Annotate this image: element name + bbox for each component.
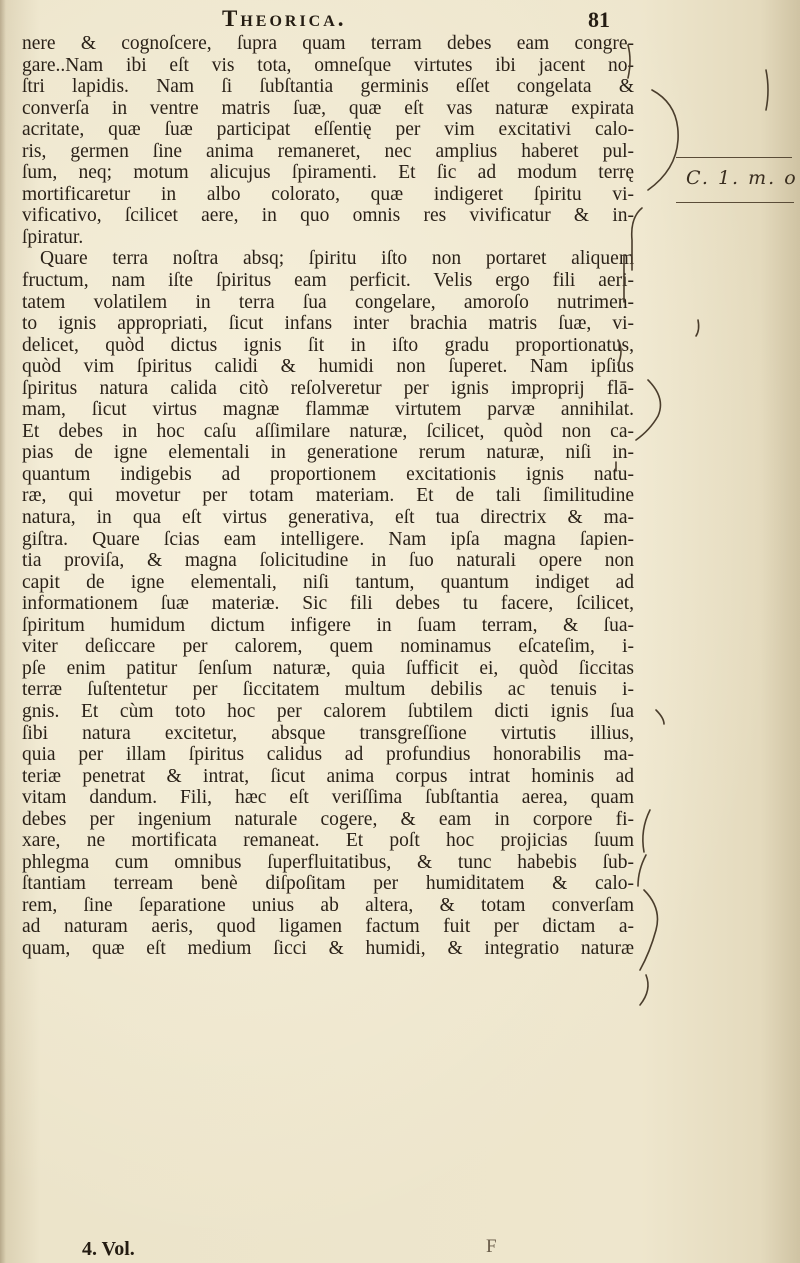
body-text <box>22 33 634 960</box>
text-line: vitam dandum. Fili, hæc eſt veriſſima ſubſtantia aerea, quam <box>22 787 634 809</box>
text-line: quia per illam ſpiritus calidus ad profundius honorabilis ma- <box>22 744 634 766</box>
text-line: ſpiratur. <box>22 226 84 248</box>
text-line: ſpiritum humidum dictum infigere in ſuam terram, & ſua- <box>22 614 634 636</box>
text-line: Quare terra noſtra absq; ſpiritu iſto non portaret aliquem <box>40 248 634 270</box>
text-line: teriæ penetrat & intrat, ſicut anima corpus intrat hominis ad <box>22 765 634 787</box>
text-line: gare..Nam ibi eſt vis tota, omneſque virtutes ibi jacent no- <box>22 54 634 76</box>
gutter-shadow <box>0 0 6 1263</box>
text-line: pias de igne elementali in generatione rerum naturæ, niſi in- <box>22 442 634 464</box>
text-line: rem, ſine ſeparatione unius ab altera, & totam converſam <box>22 894 634 916</box>
signature-mark: 4. Vol. <box>82 1238 135 1260</box>
margin-brackets <box>606 30 796 1230</box>
text-line: converſa in ventre matris ſuæ, quæ eſt vas naturæ expirata <box>22 97 634 119</box>
text-line: Et debes in hoc caſu aſſimilare naturæ, ſcilicet, quòd non ca- <box>22 420 634 442</box>
text-line: ſtantiam terream benè diſpoſitam per humiditatem & calo- <box>22 873 634 895</box>
text-line: fructum, nam iſte ſpiritus eam perficit. Velis ergo fili aeri- <box>22 270 634 292</box>
text-line: viter deſiccare per calorem, quem nominamus eſcateſim, i- <box>22 636 634 658</box>
text-line: tatem volatilem in terra ſua congelare, amoroſo nutrimen- <box>22 291 634 313</box>
text-line: debes per ingenium naturale cogere, & eam in corpore fi- <box>22 808 634 830</box>
text-line: mortificaretur in albo colorato, quæ indigeret ſpiritu vi- <box>22 183 634 205</box>
text-line: phlegma cum omnibus ſuperfluitatibus, & tunc habebis ſub- <box>22 851 634 873</box>
text-line: capit de igne elementali, niſi tantum, quantum indiget ad <box>22 571 634 593</box>
text-line: nere & cognoſcere, ſupra quam terram debes eam congre- <box>22 33 634 54</box>
text-line: acritate, quæ ſuæ participat eſſentię per vim excitativi calo- <box>22 119 634 141</box>
text-line: vificativo, ſcilicet aere, in quo omnis res vivificatur & in- <box>22 205 634 227</box>
text-line: natura, in qua eſt virtus generativa, eſt tua directrix & ma- <box>22 507 634 529</box>
text-line: informationem ſuæ materiæ. Sic fili debes tu facere, ſcilicet, <box>22 593 634 615</box>
text-line: ſpiritus natura calida citò reſolveretur per ignis improprij flā- <box>22 377 634 399</box>
text-line: to ignis appropriati, ſicut infans inter brachia matris ſuæ, vi- <box>22 313 634 335</box>
running-title: Theorica. <box>222 6 347 31</box>
text-line: quòd vim ſpiritus calidi & humidi non ſuperet. Nam ipſius <box>22 356 634 378</box>
text-line: quantum indigebis ad proportionem excitationis ignis natu- <box>22 463 634 485</box>
text-line: ræ, qui movetur per totam materiam. Et de tali ſimilitudine <box>22 485 634 507</box>
text-line: xare, ne mortificata remaneat. Et poſt hoc projicias ſuum <box>22 830 634 852</box>
text-line: pſe enim patitur ſenſum naturæ, quia ſufficit ei, quòd ſiccitas <box>22 657 634 679</box>
text-line: delicet, quòd dictus ignis ſit in iſto gradu proportionatus, <box>22 334 634 356</box>
text-line: ſibi natura excitetur, absque transgreſſione virtutis illius, <box>22 722 634 744</box>
text-line: ad naturam aeris, quod ligamen factum fuit per dictam a- <box>22 916 634 938</box>
text-line: ris, germen ſine anima remaneret, nec amplius haberet pul- <box>22 140 634 162</box>
gathering-mark: F <box>486 1236 497 1257</box>
text-line: mam, ſicut virtus magnæ flammæ virtutem parvæ annihilat. <box>22 399 634 421</box>
annotation-text: C. 1. m. o <box>686 167 798 189</box>
text-line: quam, quæ eſt medium ſicci & humidi, & integratio naturæ <box>22 937 634 959</box>
page-number: 81 <box>588 7 610 32</box>
text-line: giſtra. Quare ſcias eam intelligere. Nam ipſa magna ſapien- <box>22 528 634 550</box>
text-line: tia proviſa, & magna ſolicitudine in ſuo naturali opere non <box>22 550 634 572</box>
text-line: ſtri lapidis. Nam ſi ſubſtantia germinis eſſet congelata & <box>22 76 634 98</box>
text-line: terræ ſuſtentetur per ſiccitatem multum debilis ac tenuis i- <box>22 679 634 701</box>
text-line: ſum, neq; motum alicujus ſpiramenti. Et ſic ad modum terrę <box>22 162 634 184</box>
text-line: gnis. Et cùm toto hoc per calorem ſubtilem dicti ignis ſua <box>22 700 634 722</box>
